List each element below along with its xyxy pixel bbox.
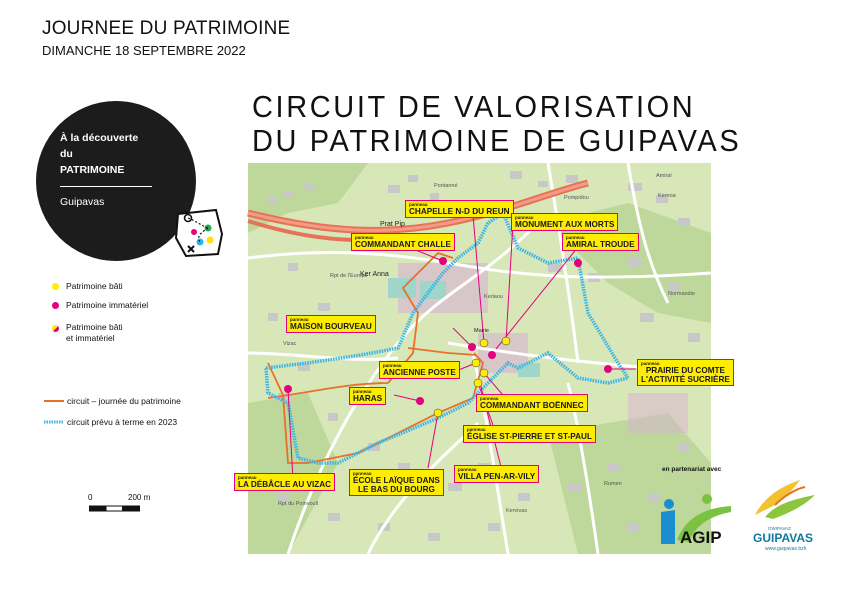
guipavas-bird-icon xyxy=(745,475,825,525)
legend-route-current: circuit – journée du patrimoine xyxy=(67,396,181,406)
legend-route-future-swatch xyxy=(44,419,64,425)
guipavas-logo-small: GWIPAVAZ xyxy=(768,526,791,531)
label-eglise[interactable]: panneau ÉGLISE ST-PIERRE ET ST-PAUL xyxy=(463,425,596,443)
badge-divider xyxy=(60,186,152,187)
legend-mixed-dot xyxy=(52,325,59,332)
label-haras[interactable]: panneau HARAS xyxy=(349,387,386,405)
label-ancienne-poste[interactable]: panneau ANCIENNE POSTE xyxy=(379,361,460,379)
guipavas-logo-text: GUIPAVAS xyxy=(753,531,814,545)
agip-logo-text: AGIP xyxy=(680,528,722,547)
badge-line3: PATRIMOINE xyxy=(60,164,125,176)
map-area[interactable] xyxy=(238,163,730,554)
label-villa-pen-ar-vily[interactable]: panneau VILLA PEN-AR-VILY xyxy=(454,465,539,483)
guipavas-logo-url: www.guipavas.bzh xyxy=(765,546,807,552)
legend-bati-dot xyxy=(52,283,59,290)
place-pompidou: Pompidou xyxy=(564,195,589,201)
legend-mixed xyxy=(66,322,123,344)
place-prat-pip: Prat Pip xyxy=(380,221,405,228)
place-kervivas: Kervivas xyxy=(506,508,528,514)
agip-logo xyxy=(655,490,735,550)
scale-distance: 200 m xyxy=(128,493,151,502)
label-prairie-du-comte[interactable]: panneau PRAIRIE DU COMTE L'ACTIVITÉ SUCRIÈRE xyxy=(637,359,734,386)
main-title xyxy=(252,91,741,158)
legend-route-future: circuit prévu à terme en 2023 xyxy=(67,417,178,427)
label-monument[interactable]: panneau MONUMENT AUX MORTS xyxy=(511,213,618,231)
partner-label: en partenariat avec xyxy=(662,466,722,473)
event-date: DIMANCHE 18 SEPTEMBRE 2022 xyxy=(42,43,246,58)
legend-mixed-line2: et immatériel xyxy=(66,333,115,343)
scale-zero: 0 xyxy=(88,493,93,502)
legend-immateriel: Patrimoine immatériel xyxy=(66,300,149,310)
legend-mixed-line1: Patrimoine bâti xyxy=(66,322,123,332)
place-mairie: Mairie xyxy=(474,328,489,334)
label-commandant-challe[interactable]: panneau COMMANDANT CHALLE xyxy=(351,233,455,251)
label-maison-bourveau[interactable]: panneau MAISON BOURVEAU xyxy=(286,315,376,333)
label-commandant-boennec[interactable]: panneau COMMANDANT BOËNNEC xyxy=(476,394,588,412)
place-kernoa: Kernoa xyxy=(658,193,676,199)
place-rumen: Rumen xyxy=(604,481,622,487)
main-title-line2: DU PATRIMOINE DE GUIPAVAS xyxy=(252,124,742,159)
guipavas-logo xyxy=(745,475,825,555)
label-chapelle[interactable]: panneau CHAPELLE N-D DU REUN xyxy=(405,200,514,218)
label-amiral-troude[interactable]: panneau AMIRAL TROUDE xyxy=(562,233,639,251)
place-pontanne: Pontanné xyxy=(434,183,458,189)
badge-place: Guipavas xyxy=(60,196,105,208)
scale-bar xyxy=(89,505,141,513)
legend-bati: Patrimoine bâti xyxy=(66,281,123,291)
label-debacle-vizac[interactable]: panneau LA DÉBÂCLE AU VIZAC xyxy=(234,473,335,491)
event-title: JOURNEE DU PATRIMOINE xyxy=(42,18,291,39)
legend-route-current-swatch xyxy=(44,398,64,404)
badge-line2: du xyxy=(60,148,73,160)
place-amiral: Amiral xyxy=(656,173,672,179)
label-ecole-laique[interactable]: panneau ÉCOLE LAÏQUE DANS LE BAS DU BOURG xyxy=(349,469,444,496)
place-ker-anna: Ker Anna xyxy=(360,271,389,278)
legend-immateriel-dot xyxy=(52,302,59,309)
route-map-icon xyxy=(172,204,228,260)
place-rpt-europe: Rpt de l'Europe xyxy=(330,273,368,279)
place-rpt-poinvoull: Rpt du Poinvoull xyxy=(278,501,319,507)
badge-line1: À la découverte xyxy=(60,132,139,144)
place-kerlaou: Kerlaou xyxy=(484,294,503,300)
place-vizac: Vizac xyxy=(283,341,297,347)
place-normandie: Normandie xyxy=(668,291,695,297)
main-title-line1: CIRCUIT DE VALORISATION xyxy=(252,91,696,125)
